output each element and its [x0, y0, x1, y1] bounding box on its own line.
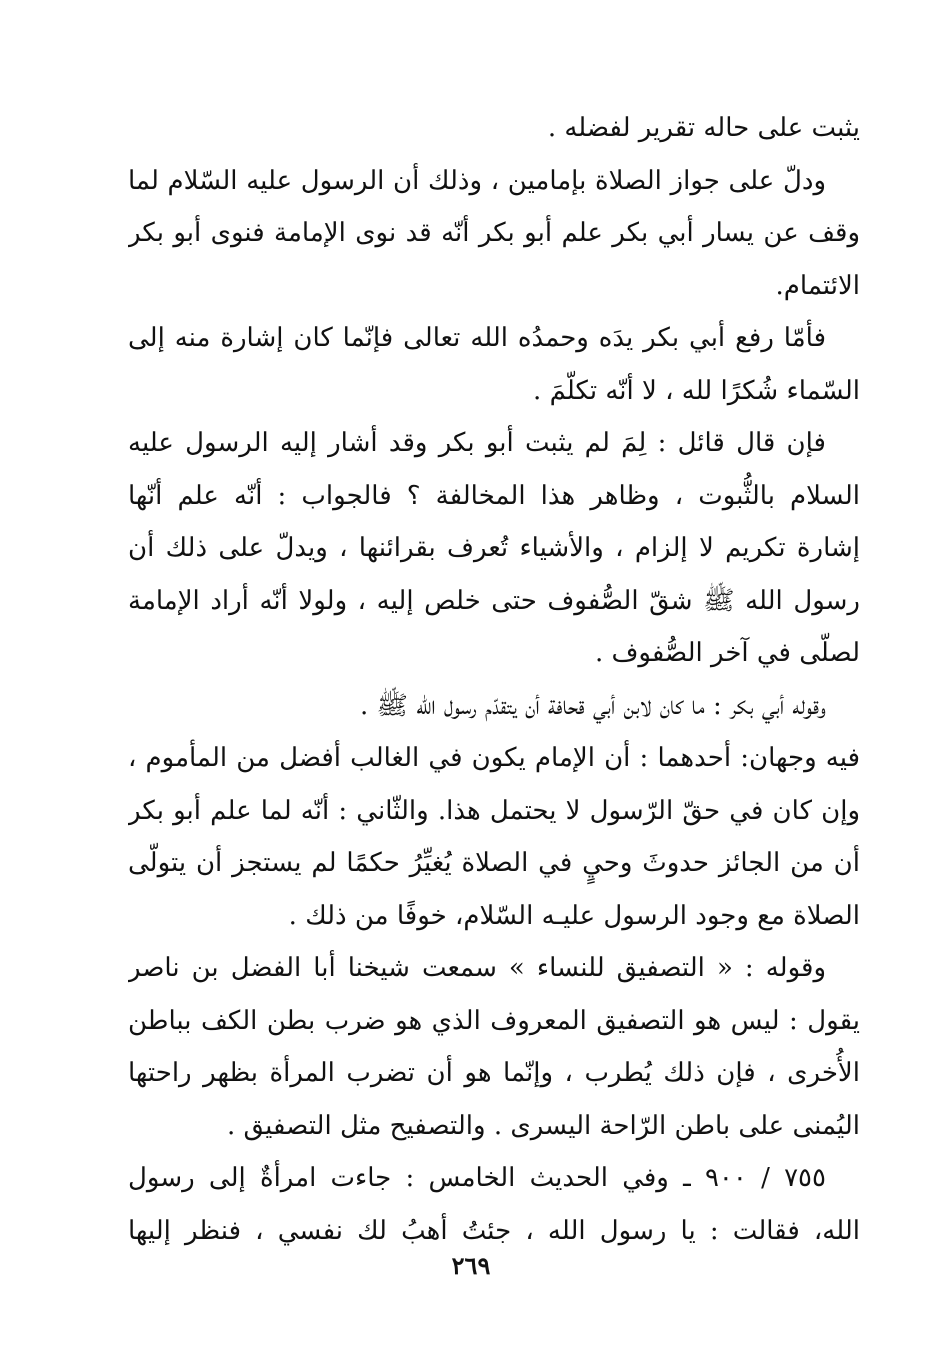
- text-line-21: ٧٥٥ / ٩٠٠ ـ وفي الحديث الخامس : جاءت امرأةٌ إلى رسول: [128, 1163, 826, 1193]
- text-line-19: الأُخرى ، فإن ذلك يُطرب ، وإنّما هو أن تضرب المرأة بظهر راحتها: [128, 1058, 860, 1088]
- text-line-1: يثبت على حاله تقرير لفضله .: [547, 113, 860, 143]
- text-line-7: فإن قال قائل : لِمَ لم يثبت أبو بكر وقد أشار إليه الرسول عليه: [128, 428, 826, 458]
- text-line-14: وإن كان في حقّ الرّسول لا يحتمل هذا. والثّاني : أنّه لما علم أبو بكر: [128, 795, 860, 826]
- text-line-22: الله، فقالت : يا رسول الله ، جئتُ أهبُ لك نفسي ، فنظر إليها: [128, 1215, 860, 1246]
- text-line-4: الائتمام.: [775, 270, 860, 301]
- text-line-5: فأمّا رفع أبي بكر يدَه وحمدُه الله تعالى فإنّما كان إشارة منه إلى: [128, 323, 826, 353]
- text-line-15: أن من الجائز حدوثَ وحيٍ في الصلاة يُغيِّرُ حكمًا لم يستجز أن يتولّى: [128, 848, 860, 878]
- text-line-9: إشارة تكريم لا إلزام ، والأشياء تُعرف بقرائنها ، ويدلّ على ذلك أن: [128, 533, 860, 563]
- page-number: ٢٦٩: [451, 1251, 491, 1280]
- text-line-17: وقوله : « التصفيق للنساء » سمعت شيخنا أبا الفضل بن ناصر: [128, 953, 826, 983]
- text-line-11: لصلّى في آخر الصُّفوف .: [594, 638, 860, 668]
- text-line-12: وقوله أبي بكر : ما كان لابن أبي قحافة أن يتقدّم رسول الله ﷺ .: [360, 690, 826, 721]
- text-line-18: يقول : ليس هو التصفيق المعروف الذي هو ضرب بطن الكف بباطن: [128, 1005, 860, 1036]
- text-line-8: السلام بالثُّبوت ، وظاهر هذا المخالفة ؟ فالجواب : أنّه علم أنّها: [128, 480, 860, 511]
- text-line-20: اليُمنى على باطن الرّاحة اليسرى . والتصفيح مثل التصفيق .: [226, 1110, 860, 1141]
- text-line-2: ودلّ على جواز الصلاة بإمامين ، وذلك أن الرسول عليه السّلام لما: [128, 165, 826, 196]
- text-line-16: الصلاة مع وجود الرسول عليـه السّلام، خوفًا من ذلك .: [288, 900, 860, 931]
- text-line-6: السّماء شُكرًا لله ، لا أنّه تكلّمَ .: [533, 375, 860, 406]
- text-line-10: رسول الله ﷺ شقّ الصُّفوف حتى خلص إليه ، ولولا أنّه أراد الإمامة: [128, 585, 860, 616]
- text-line-3: وقف عن يسار أبي بكر علم أبو بكر أنّه قد نوى الإمامة فنوى أبو بكر: [128, 218, 860, 248]
- text-line-13: فيه وجهان: أحدهما : أن الإمام يكون في الغالب أفضل من المأموم ،: [128, 743, 860, 773]
